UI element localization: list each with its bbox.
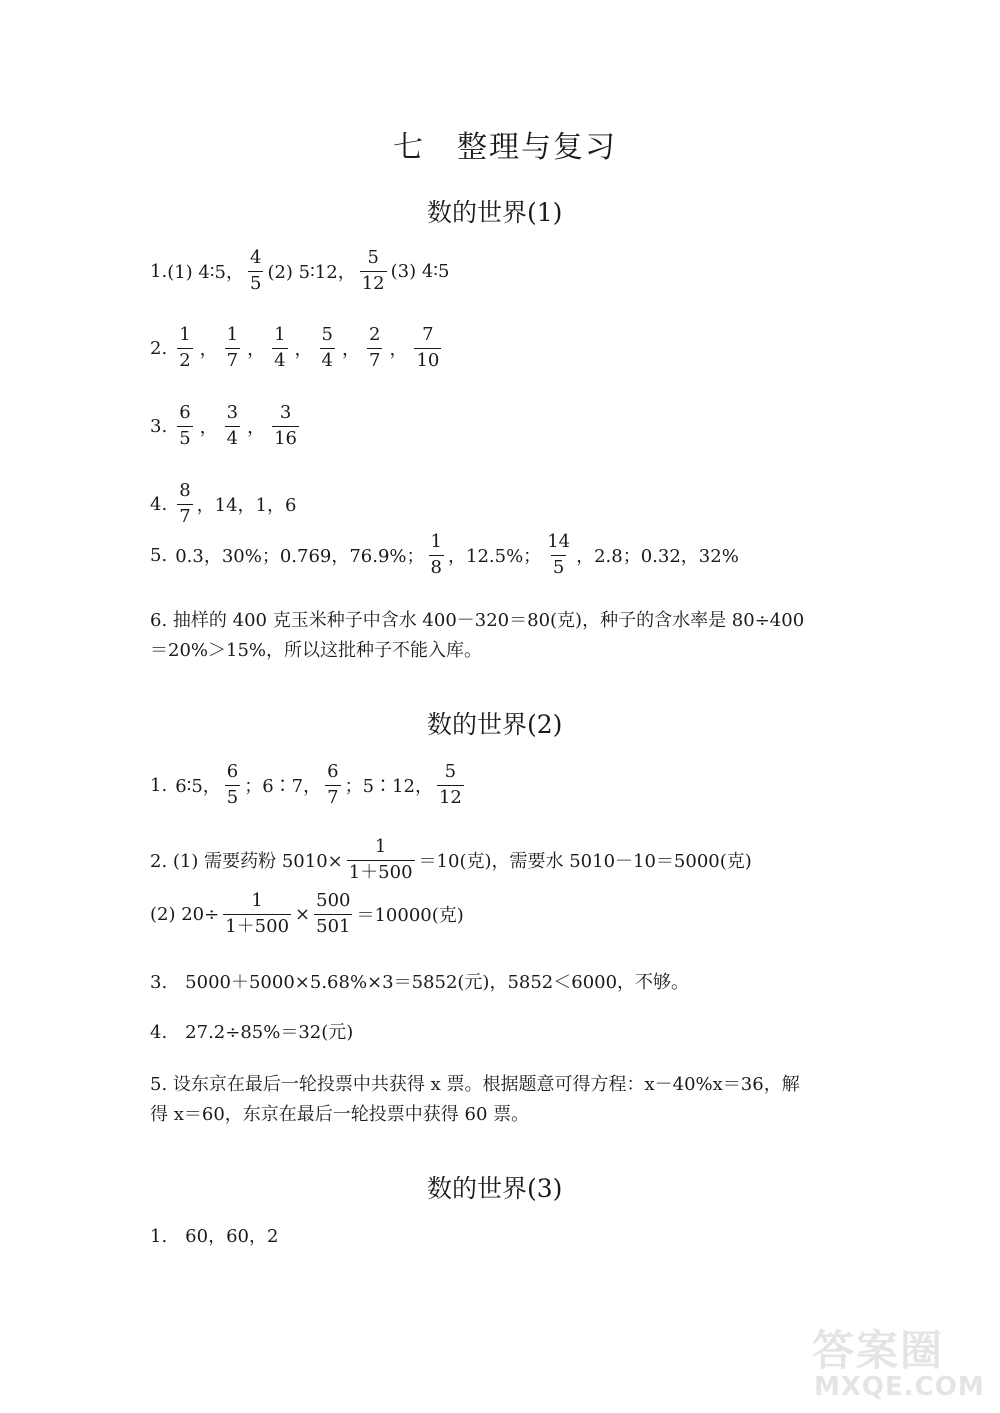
fraction: $\frac{8}{7}$: [179, 480, 191, 527]
fraction: $\frac{5}{4}$: [321, 324, 333, 371]
fraction: $\frac{1}{1+500}$: [225, 890, 290, 937]
s2-q4: 4. 27.2÷85%＝32(元): [150, 1022, 354, 1043]
page-title: 七 整理与复习: [393, 130, 617, 165]
s2-q5: 5. 设东京在最后一轮投票中共获得 x 票。根据题意可得方程：x－40%x＝36，解 得 x＝60，东京在最后一轮投票中获得 60 票。: [150, 1074, 800, 1125]
watermark-logo: 答案圈 MXQE.COM: [812, 1326, 985, 1402]
fraction: $\frac{1}{1+500}$: [348, 836, 413, 883]
fraction: $\frac{6}{7}$: [327, 761, 339, 808]
section-heading-2: 数的世界(2): [427, 710, 563, 739]
fraction: $\frac{3}{4}$: [226, 402, 239, 449]
s1-q1: 1. (1) 4∶5， $\frac{4}{5}$ (2) 5∶12， $\frac{5}{12}$ (3) 4∶5: [150, 247, 450, 294]
s2-q1: 1. 6∶5， $\frac{6}{5}$ ；6∶7， $\frac{6}{7}$ ；5∶12， $\frac{5}{12}$: [150, 761, 462, 808]
fraction: $\frac{1}{8}$: [430, 531, 442, 578]
section-heading-3: 数的世界(3): [427, 1174, 563, 1203]
fraction: $\frac{4}{5}$: [250, 247, 262, 294]
fraction: $\frac{2}{7}$: [369, 324, 381, 371]
s2-q2-part2: (2) 20÷ $\frac{1}{1+500}$ × $\frac{500}{501}$ ＝10000(克): [150, 890, 464, 937]
s3-q1: 1. 60，60，2: [150, 1226, 279, 1247]
fraction: $\frac{1}{7}$: [226, 324, 239, 371]
fraction: $\frac{5}{12}$: [438, 761, 462, 808]
fraction: $\frac{3}{16}$: [274, 402, 297, 449]
fraction: $\frac{14}{5}$: [547, 531, 571, 578]
fraction: $\frac{7}{10}$: [416, 324, 440, 371]
s1-q5: 5. 0.3，30%；0.769，76.9%； $\frac{1}{8}$ ，12.5%； $\frac{14}{5}$ ，2.8；0.32，32%: [150, 531, 739, 578]
fraction: $\frac{6}{5}$: [226, 761, 239, 808]
s1-q4: 4. $\frac{8}{7}$ ，14，1，6: [150, 480, 297, 527]
fraction: $\frac{1}{2}$: [179, 324, 191, 371]
s1-q3: 3. $\frac{6}{5}$ ， $\frac{3}{4}$ ， $\frac{3}{16}$: [150, 402, 297, 449]
s2-q2-part1: 2. (1) 需要药粉 5010× $\frac{1}{1+500}$ ＝10(克)，需要水 5010－10＝5000(克): [150, 836, 752, 883]
fraction: $\frac{5}{12}$: [361, 247, 385, 294]
fraction: $\frac{1}{4}$: [274, 324, 286, 371]
fraction: $\frac{6}{5}$: [179, 402, 191, 449]
s1-q2: 2. $\frac{1}{2}$ ， $\frac{1}{7}$ ， $\frac{1}{4}$ ， $\frac{5}{4}$ ， $\frac{2}{7}$ ， $\frac{7}{10}$: [150, 324, 440, 371]
s1-q6: 6. 抽样的 400 克玉米种子中含水 400－320＝80(克)，种子的含水率是 80÷400 ＝20%＞15%，所以这批种子不能入库。: [150, 610, 805, 661]
fraction: $\frac{500}{501}$: [316, 890, 351, 937]
section-heading-1: 数的世界(1): [427, 198, 563, 227]
s2-q3: 3. 5000＋5000×5.68%×3＝5852(元)，5852＜6000，不够。: [150, 972, 690, 993]
